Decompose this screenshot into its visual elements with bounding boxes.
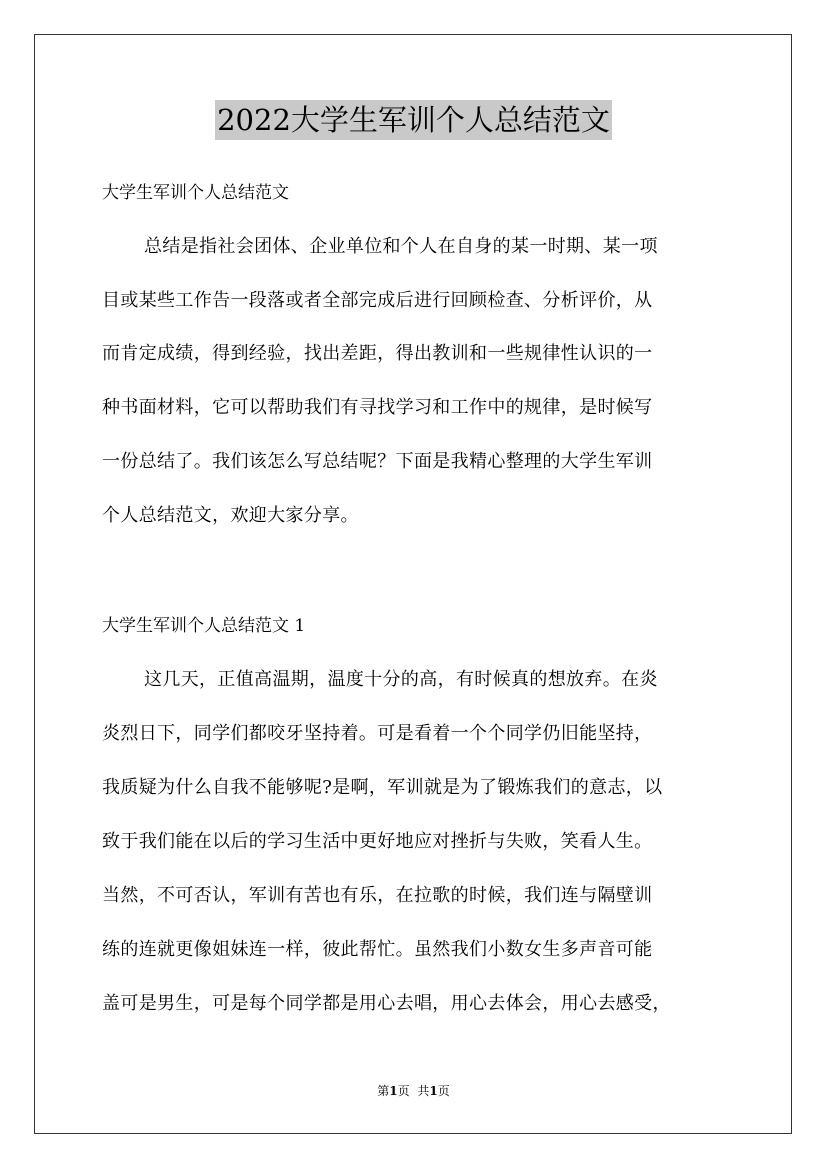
intro-paragraph-line: 一份总结了。我们该怎么写总结呢？下面是我精心整理的大学生军训 [102, 451, 653, 472]
intro-paragraph-line: 目或某些工作告一段落或者全部完成后进行回顾检查、分析评价，从 [102, 290, 653, 311]
intro-paragraph-line: 而肯定成绩，得到经验，找出差距，得出教训和一些规律性认识的一 [102, 343, 653, 364]
footer-page-label: 页 [397, 1084, 410, 1098]
footer-total-label: 页 [437, 1084, 450, 1098]
section1-paragraph-line: 这几天，正值高温期，温度十分的高，有时候真的想放弃。在炎 [144, 669, 658, 690]
footer-page-total: 1 [429, 1084, 438, 1098]
footer-total-prefix: 共 [417, 1084, 430, 1098]
page-footer [0, 1082, 827, 1100]
section1-paragraph-line: 致于我们能在以后的学习生活中更好地应对挫折与失败，笑看人生。 [102, 831, 653, 852]
section1-paragraph-line: 当然，不可否认，军训有苦也有乐，在拉歌的时候，我们连与隔壁训 [102, 885, 653, 906]
footer-page-prefix: 第 [377, 1084, 390, 1098]
document-title [0, 100, 827, 140]
section1-paragraph-line: 盖可是男生，可是每个同学都是用心去唱，用心去体会，用心去感受， [102, 993, 671, 1014]
section1-paragraph-line: 我质疑为什么自我不能够呢?是啊，军训就是为了锻炼我们的意志，以 [102, 777, 663, 798]
section1-paragraph-line: 练的连就更像姐妹连一样，彼此帮忙。虽然我们小数女生多声音可能 [102, 939, 653, 960]
intro-paragraph-line: 个人总结范文，欢迎大家分享。 [102, 505, 359, 526]
intro-heading: 大学生军训个人总结范文 [102, 183, 289, 203]
intro-paragraph-line: 种书面材料，它可以帮助我们有寻找学习和工作中的规律，是时候写 [102, 397, 653, 418]
intro-paragraph-line: 总结是指社会团体、企业单位和个人在自身的某一时期、某一项 [144, 236, 658, 257]
section1-paragraph-line: 炎烈日下，同学们都咬牙坚持着。可是看着一个个同学仍旧能坚持， [102, 723, 653, 744]
section1-heading: 大学生军训个人总结范文 1 [102, 616, 306, 636]
footer-page-current: 1 [389, 1084, 398, 1098]
document-title-text: 2022大学生军训个人总结范文 [215, 100, 612, 140]
